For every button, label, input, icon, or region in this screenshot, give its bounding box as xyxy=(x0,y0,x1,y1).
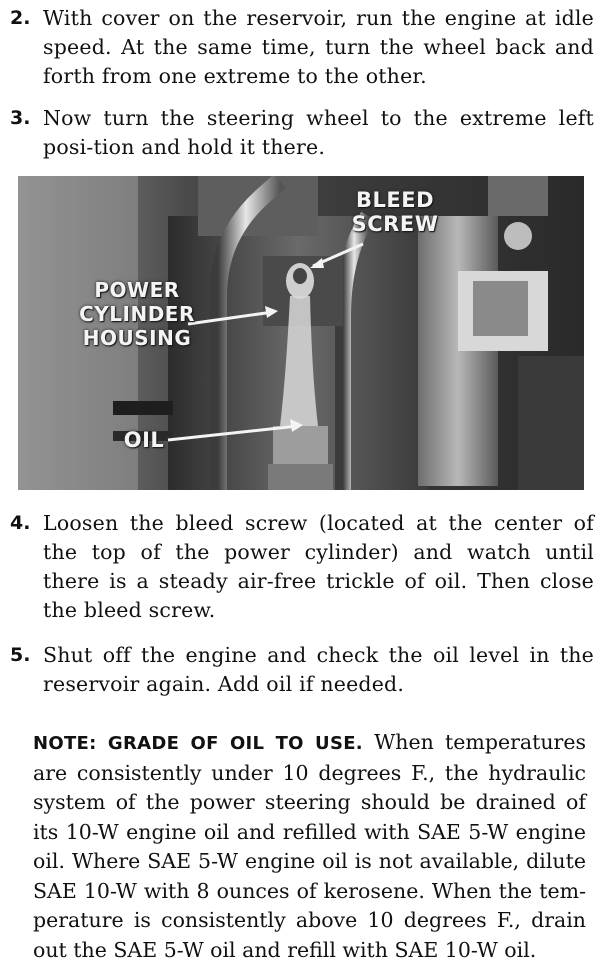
note-heading: NOTE: GRADE OF OIL TO USE. xyxy=(33,733,363,754)
note-body: When temperatures are consistently under 10 degrees F., the hydraulic system of the power steering should be drained of its 10-W engine oil and refilled with SAE 5-W engine oil. Where SAE 5-W engine oil is not available, dilute SAE 10-W with 8 ounces of kerosene. When the tem-perature is consistently above 10 degrees F., drain out the SAE 5-W oil and refill with SAE 10-W oil. xyxy=(33,730,586,962)
oil-label: OIL xyxy=(123,428,165,452)
power-cylinder-housing-label: POWER CYLINDER HOUSING xyxy=(79,278,195,350)
step-text: Now turn the steering wheel to the extreme left posi-tion and hold it there. xyxy=(43,106,594,159)
step-number: 3. xyxy=(10,107,31,129)
step-text: Loosen the bleed screw (located at the center of the top of the power cylinder) and watch until there is a steady air-free trickle of oil. Then close the bleed screw. xyxy=(43,511,594,622)
step-number: 2. xyxy=(10,7,31,29)
step-text: With cover on the reservoir, run the engine at idle speed. At the same time, turn the wheel back and forth from one extreme to the other. xyxy=(43,6,594,88)
step-5 xyxy=(10,641,594,699)
power-steering-photo xyxy=(18,176,584,490)
oil-grade-note xyxy=(33,728,586,965)
step-number: 4. xyxy=(10,512,31,534)
step-text: Shut off the engine and check the oil level in the reservoir again. Add oil if needed. xyxy=(43,643,594,696)
step-number: 5. xyxy=(10,644,31,666)
step-2 xyxy=(10,4,594,91)
step-3 xyxy=(10,104,594,162)
bleed-screw-label: BLEED SCREW xyxy=(351,188,439,236)
step-4 xyxy=(10,509,594,625)
